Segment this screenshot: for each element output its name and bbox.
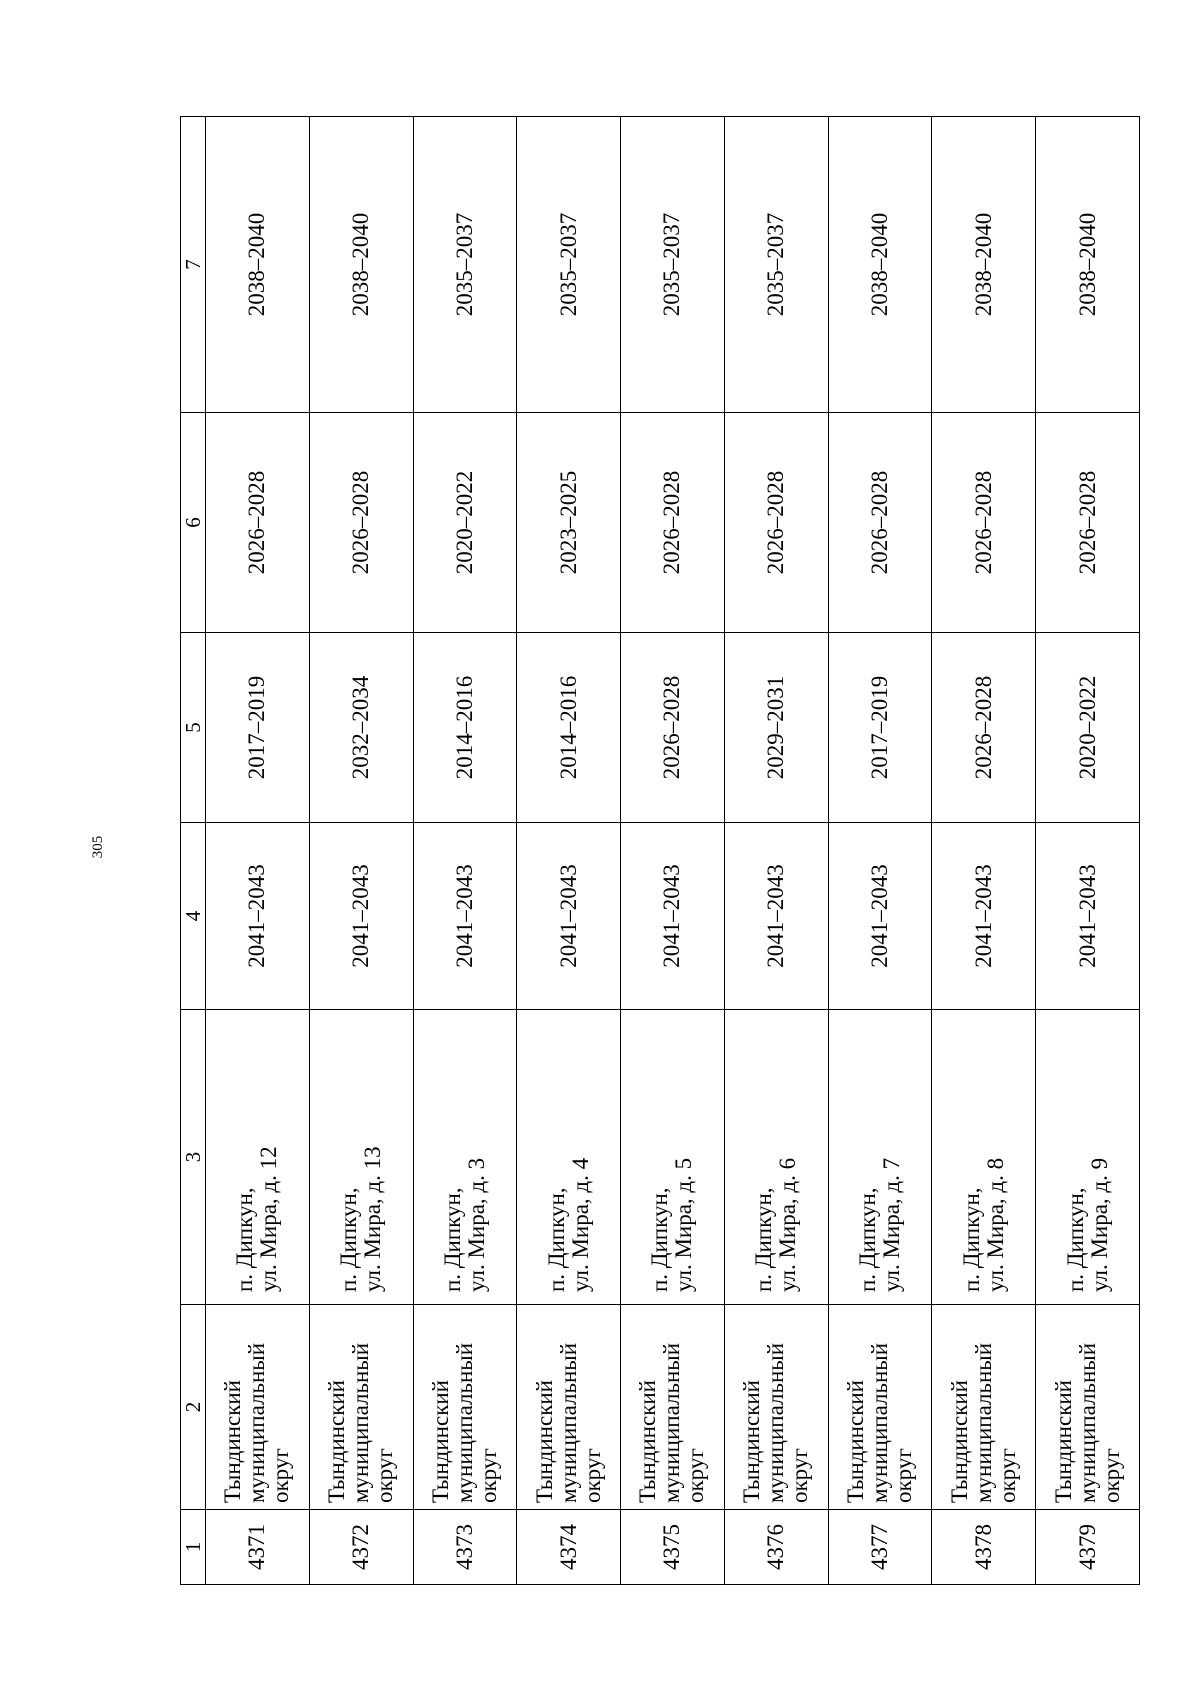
row-number-cell: 4373 bbox=[413, 1510, 517, 1585]
address-line: п. Дипкун, bbox=[336, 1187, 362, 1292]
period-cell-c7: 2035–2037 bbox=[621, 117, 725, 413]
address-cell bbox=[621, 1010, 725, 1305]
municipality-line: округ bbox=[475, 1448, 501, 1503]
period-cell-c7: 2035–2037 bbox=[413, 117, 517, 413]
column-header: 7 bbox=[181, 117, 206, 413]
municipality-cell bbox=[517, 1305, 621, 1510]
address-line: п. Дипкун, bbox=[647, 1187, 673, 1292]
municipality-line: муниципальный bbox=[763, 1342, 789, 1503]
municipality-line: округ bbox=[683, 1448, 709, 1503]
municipality-line: Тындинский bbox=[220, 1380, 246, 1503]
address-line: ул. Мира, д. 3 bbox=[463, 1157, 489, 1292]
row-number-cell: 4372 bbox=[309, 1510, 413, 1585]
period-cell-c6: 2026–2028 bbox=[932, 413, 1036, 633]
table-row bbox=[517, 117, 621, 1585]
municipality-line: округ bbox=[579, 1448, 605, 1503]
address-line: ул. Мира, д. 13 bbox=[360, 1146, 386, 1292]
period-cell-c7: 2035–2037 bbox=[724, 117, 828, 413]
address-line: ул. Мира, д. 12 bbox=[256, 1146, 282, 1292]
period-cell-c7: 2038–2040 bbox=[828, 117, 932, 413]
period-cell-c5: 2029–2031 bbox=[724, 633, 828, 823]
period-cell-c5: 2014–2016 bbox=[517, 633, 621, 823]
period-cell-c5: 2017–2019 bbox=[206, 633, 310, 823]
column-header: 5 bbox=[181, 633, 206, 823]
address-line: ул. Мира, д. 6 bbox=[775, 1157, 801, 1292]
municipality-line: Тындинский bbox=[427, 1380, 453, 1503]
period-cell-c7: 2038–2040 bbox=[309, 117, 413, 413]
period-cell-c7: 2038–2040 bbox=[1036, 117, 1140, 413]
address-cell bbox=[932, 1010, 1036, 1305]
period-cell-c4: 2041–2043 bbox=[309, 823, 413, 1010]
municipality-line: округ bbox=[372, 1448, 398, 1503]
column-header: 6 bbox=[181, 413, 206, 633]
municipality-line: Тындинский bbox=[739, 1380, 765, 1503]
row-number-cell: 4378 bbox=[932, 1510, 1036, 1585]
table-row bbox=[1036, 117, 1140, 1585]
period-cell-c7: 2038–2040 bbox=[932, 117, 1036, 413]
municipality-line: округ bbox=[787, 1448, 813, 1503]
period-cell-c4: 2041–2043 bbox=[517, 823, 621, 1010]
municipality-cell bbox=[828, 1305, 932, 1510]
period-cell-c7: 2038–2040 bbox=[206, 117, 310, 413]
address-cell bbox=[309, 1010, 413, 1305]
table-row bbox=[413, 117, 517, 1585]
address-cell bbox=[828, 1010, 932, 1305]
address-cell bbox=[206, 1010, 310, 1305]
municipality-line: округ bbox=[1098, 1448, 1124, 1503]
period-cell-c4: 2041–2043 bbox=[413, 823, 517, 1010]
table-body bbox=[206, 117, 1140, 1585]
row-number-cell: 4376 bbox=[724, 1510, 828, 1585]
address-cell bbox=[413, 1010, 517, 1305]
municipality-line: Тындинский bbox=[531, 1380, 557, 1503]
row-number-cell: 4371 bbox=[206, 1510, 310, 1585]
column-header: 2 bbox=[181, 1305, 206, 1510]
address-cell bbox=[517, 1010, 621, 1305]
period-cell-c4: 2041–2043 bbox=[206, 823, 310, 1010]
period-cell-c6: 2026–2028 bbox=[828, 413, 932, 633]
municipality-line: муниципальный bbox=[866, 1342, 892, 1503]
address-line: п. Дипкун, bbox=[854, 1187, 880, 1292]
column-header: 3 bbox=[181, 1010, 206, 1305]
municipality-line: муниципальный bbox=[451, 1342, 477, 1503]
period-cell-c6: 2026–2028 bbox=[206, 413, 310, 633]
municipality-cell bbox=[309, 1305, 413, 1510]
period-cell-c5: 2032–2034 bbox=[309, 633, 413, 823]
municipality-line: Тындинский bbox=[946, 1380, 972, 1503]
municipality-line: Тындинский bbox=[842, 1380, 868, 1503]
period-cell-c6: 2026–2028 bbox=[1036, 413, 1140, 633]
address-line: ул. Мира, д. 9 bbox=[1086, 1157, 1112, 1292]
address-cell bbox=[1036, 1010, 1140, 1305]
address-line: п. Дипкун, bbox=[543, 1187, 569, 1292]
row-number-cell: 4374 bbox=[517, 1510, 621, 1585]
table-row bbox=[206, 117, 310, 1585]
period-cell-c6: 2026–2028 bbox=[309, 413, 413, 633]
municipality-line: округ bbox=[890, 1448, 916, 1503]
address-line: ул. Мира, д. 4 bbox=[567, 1157, 593, 1292]
address-line: п. Дипкун, bbox=[1062, 1187, 1088, 1292]
municipality-cell bbox=[621, 1305, 725, 1510]
row-number-cell: 4375 bbox=[621, 1510, 725, 1585]
period-cell-c5: 2026–2028 bbox=[932, 633, 1036, 823]
address-line: ул. Мира, д. 5 bbox=[671, 1157, 697, 1292]
column-header: 1 bbox=[181, 1510, 206, 1585]
header-row bbox=[181, 117, 206, 1585]
address-line: п. Дипкун, bbox=[751, 1187, 777, 1292]
address-line: ул. Мира, д. 8 bbox=[982, 1157, 1008, 1292]
municipality-cell bbox=[724, 1305, 828, 1510]
municipality-cell bbox=[932, 1305, 1036, 1510]
period-cell-c6: 2026–2028 bbox=[724, 413, 828, 633]
period-cell-c4: 2041–2043 bbox=[724, 823, 828, 1010]
municipality-line: Тындинский bbox=[635, 1380, 661, 1503]
period-cell-c6: 2023–2025 bbox=[517, 413, 621, 633]
page-number: 305 bbox=[90, 835, 106, 859]
period-cell-c5: 2014–2016 bbox=[413, 633, 517, 823]
period-cell-c6: 2026–2028 bbox=[621, 413, 725, 633]
schedule-table bbox=[180, 116, 1140, 1585]
municipality-line: округ bbox=[268, 1448, 294, 1503]
table-row bbox=[932, 117, 1036, 1585]
table-container bbox=[180, 117, 1140, 1585]
period-cell-c6: 2020–2022 bbox=[413, 413, 517, 633]
period-cell-c5: 2020–2022 bbox=[1036, 633, 1140, 823]
municipality-line: округ bbox=[994, 1448, 1020, 1503]
municipality-line: муниципальный bbox=[1074, 1342, 1100, 1503]
municipality-cell bbox=[413, 1305, 517, 1510]
address-line: п. Дипкун, bbox=[232, 1187, 258, 1292]
row-number-cell: 4379 bbox=[1036, 1510, 1140, 1585]
period-cell-c4: 2041–2043 bbox=[932, 823, 1036, 1010]
period-cell-c4: 2041–2043 bbox=[621, 823, 725, 1010]
period-cell-c4: 2041–2043 bbox=[1036, 823, 1140, 1010]
table-row bbox=[621, 117, 725, 1585]
municipality-line: муниципальный bbox=[244, 1342, 270, 1503]
table-row bbox=[828, 117, 932, 1585]
period-cell-c5: 2026–2028 bbox=[621, 633, 725, 823]
municipality-cell bbox=[206, 1305, 310, 1510]
column-header: 4 bbox=[181, 823, 206, 1010]
municipality-line: Тындинский bbox=[1050, 1380, 1076, 1503]
address-line: п. Дипкун, bbox=[958, 1187, 984, 1292]
address-line: п. Дипкун, bbox=[439, 1187, 465, 1292]
municipality-line: Тындинский bbox=[324, 1380, 350, 1503]
municipality-line: муниципальный bbox=[348, 1342, 374, 1503]
period-cell-c5: 2017–2019 bbox=[828, 633, 932, 823]
municipality-line: муниципальный bbox=[555, 1342, 581, 1503]
row-number-cell: 4377 bbox=[828, 1510, 932, 1585]
address-cell bbox=[724, 1010, 828, 1305]
period-cell-c7: 2035–2037 bbox=[517, 117, 621, 413]
municipality-cell bbox=[1036, 1305, 1140, 1510]
table-row bbox=[309, 117, 413, 1585]
period-cell-c4: 2041–2043 bbox=[828, 823, 932, 1010]
municipality-line: муниципальный bbox=[659, 1342, 685, 1503]
table-row bbox=[724, 117, 828, 1585]
address-line: ул. Мира, д. 7 bbox=[878, 1157, 904, 1292]
municipality-line: муниципальный bbox=[970, 1342, 996, 1503]
